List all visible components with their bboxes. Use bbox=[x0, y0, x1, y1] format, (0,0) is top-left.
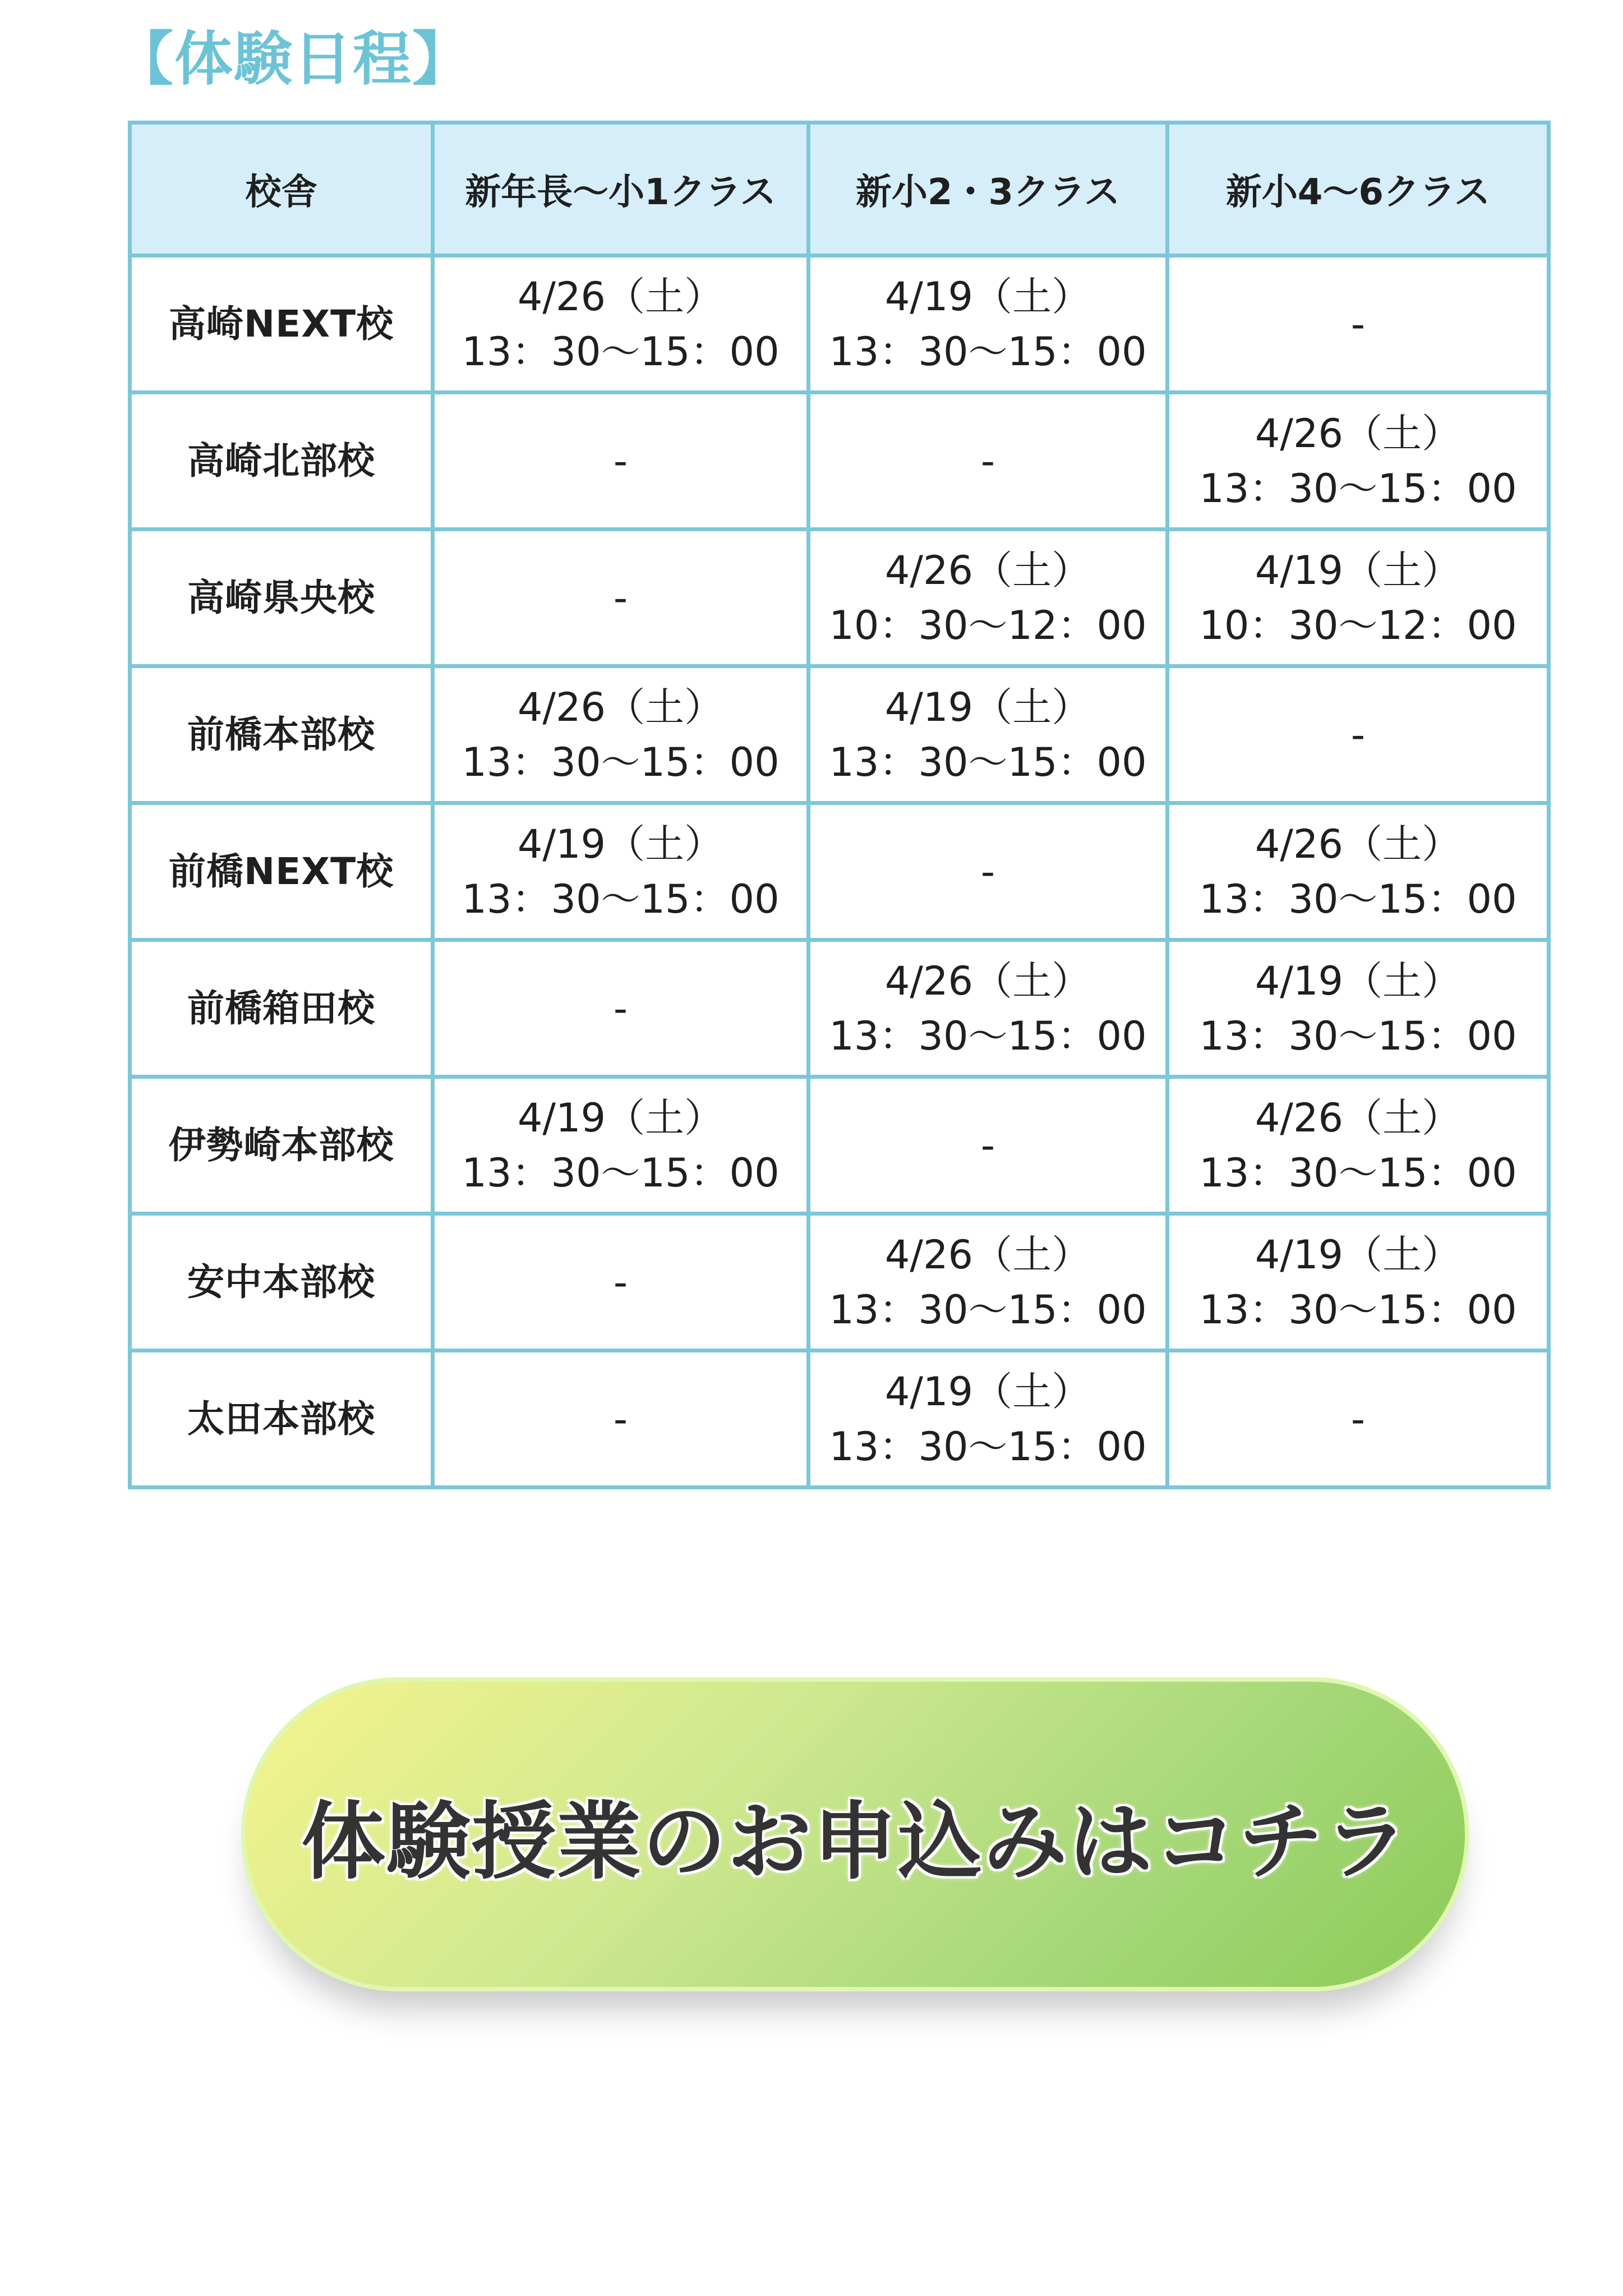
schedule-cell bbox=[809, 803, 1168, 940]
session-time: 13：30〜15：00 bbox=[1199, 1286, 1517, 1333]
session-date: 4/26（土） bbox=[1255, 410, 1461, 457]
session-date: 4/19（土） bbox=[517, 1094, 724, 1141]
schedule-cell bbox=[1168, 393, 1549, 530]
table-row bbox=[130, 666, 1549, 803]
schedule-cell bbox=[433, 1077, 809, 1214]
session-time: 13：30〜15：00 bbox=[1199, 1013, 1517, 1059]
session-date: 4/19（土） bbox=[1255, 1231, 1461, 1278]
no-session-dash: - bbox=[613, 1259, 628, 1305]
session-date: 4/26（土） bbox=[1255, 1094, 1461, 1141]
column-header-class-2: 新小2・3クラス bbox=[809, 123, 1168, 256]
no-session-dash: - bbox=[980, 1122, 995, 1168]
no-session-dash: - bbox=[1350, 301, 1366, 347]
schedule-cell bbox=[433, 530, 809, 666]
schedule-cell bbox=[1168, 1351, 1549, 1488]
no-session-dash: - bbox=[613, 985, 628, 1032]
schedule-cell bbox=[1168, 666, 1549, 803]
session-date: 4/19（土） bbox=[517, 821, 724, 867]
section-title: 【体験日程】 bbox=[115, 25, 472, 93]
session-date: 4/26（土） bbox=[1255, 821, 1461, 867]
schedule-cell bbox=[433, 256, 809, 393]
school-name-cell: 高崎県央校 bbox=[130, 530, 433, 666]
session-time: 13：30〜15：00 bbox=[462, 1149, 780, 1196]
apply-trial-lesson-button[interactable] bbox=[241, 1677, 1469, 1991]
table-row bbox=[130, 1214, 1549, 1351]
table-row bbox=[130, 393, 1549, 530]
session-time: 10：30〜12：00 bbox=[829, 602, 1147, 648]
column-header-class-1: 新年長〜小1クラス bbox=[433, 123, 809, 256]
no-session-dash: - bbox=[1350, 1396, 1366, 1442]
schedule-cell bbox=[433, 803, 809, 940]
schedule-cell bbox=[809, 1351, 1168, 1488]
apply-trial-lesson-label: 体験授業のお申込みはコチラ bbox=[301, 1793, 1409, 1891]
no-session-dash: - bbox=[613, 438, 628, 484]
table-row bbox=[130, 1351, 1549, 1488]
table-row bbox=[130, 940, 1549, 1077]
schedule-cell bbox=[433, 1351, 809, 1488]
schedule-cell bbox=[809, 940, 1168, 1077]
session-date: 4/19（土） bbox=[884, 273, 1091, 320]
session-time: 13：30〜15：00 bbox=[1199, 876, 1517, 922]
session-time: 13：30〜15：00 bbox=[462, 328, 780, 375]
schedule-cell bbox=[1168, 530, 1549, 666]
session-date: 4/19（土） bbox=[1255, 958, 1461, 1004]
school-name-cell: 前橋NEXT校 bbox=[130, 803, 433, 940]
schedule-cell bbox=[433, 666, 809, 803]
schedule-cell bbox=[809, 393, 1168, 530]
school-name-cell: 前橋本部校 bbox=[130, 666, 433, 803]
schedule-cell bbox=[433, 393, 809, 530]
session-date: 4/26（土） bbox=[884, 958, 1091, 1004]
schedule-cell bbox=[1168, 940, 1549, 1077]
school-name-cell: 前橋箱田校 bbox=[130, 940, 433, 1077]
no-session-dash: - bbox=[613, 1396, 628, 1442]
school-name-cell: 安中本部校 bbox=[130, 1214, 433, 1351]
cta-container bbox=[241, 1677, 1469, 1991]
table-row bbox=[130, 530, 1549, 666]
column-header-class-3: 新小4〜6クラス bbox=[1168, 123, 1549, 256]
schedule-cell bbox=[809, 256, 1168, 393]
session-time: 13：30〜15：00 bbox=[829, 328, 1147, 375]
session-time: 13：30〜15：00 bbox=[829, 739, 1147, 785]
session-date: 4/26（土） bbox=[884, 547, 1091, 593]
table-row bbox=[130, 1077, 1549, 1214]
session-date: 4/26（土） bbox=[517, 273, 724, 320]
session-time: 13：30〜15：00 bbox=[1199, 465, 1517, 512]
session-time: 13：30〜15：00 bbox=[829, 1286, 1147, 1333]
session-date: 4/19（土） bbox=[1255, 547, 1461, 593]
schedule-cell bbox=[1168, 1077, 1549, 1214]
column-header-school: 校舎 bbox=[130, 123, 433, 256]
table-header-row bbox=[130, 123, 1549, 256]
no-session-dash: - bbox=[980, 438, 995, 484]
school-name-cell: 高崎北部校 bbox=[130, 393, 433, 530]
session-time: 13：30〜15：00 bbox=[1199, 1149, 1517, 1196]
no-session-dash: - bbox=[980, 848, 995, 895]
session-time: 13：30〜15：00 bbox=[829, 1423, 1147, 1470]
schedule-table-body bbox=[130, 256, 1549, 1488]
session-date: 4/19（土） bbox=[884, 1368, 1091, 1415]
school-name-cell: 高崎NEXT校 bbox=[130, 256, 433, 393]
session-time: 10：30〜12：00 bbox=[1199, 602, 1517, 648]
schedule-cell bbox=[809, 1214, 1168, 1351]
schedule-cell bbox=[809, 1077, 1168, 1214]
school-name-cell: 太田本部校 bbox=[130, 1351, 433, 1488]
table-row bbox=[130, 256, 1549, 393]
schedule-cell bbox=[433, 940, 809, 1077]
session-time: 13：30〜15：00 bbox=[462, 739, 780, 785]
table-row bbox=[130, 803, 1549, 940]
session-time: 13：30〜15：00 bbox=[829, 1013, 1147, 1059]
schedule-cell bbox=[1168, 256, 1549, 393]
session-date: 4/26（土） bbox=[884, 1231, 1091, 1278]
schedule-cell bbox=[1168, 803, 1549, 940]
schedule-cell bbox=[1168, 1214, 1549, 1351]
schedule-cell bbox=[809, 530, 1168, 666]
no-session-dash: - bbox=[613, 574, 628, 621]
schedule-cell bbox=[433, 1214, 809, 1351]
school-name-cell: 伊勢崎本部校 bbox=[130, 1077, 433, 1214]
schedule-table bbox=[128, 121, 1551, 1489]
no-session-dash: - bbox=[1350, 711, 1366, 758]
session-time: 13：30〜15：00 bbox=[462, 876, 780, 922]
schedule-cell bbox=[809, 666, 1168, 803]
session-date: 4/26（土） bbox=[517, 684, 724, 730]
session-date: 4/19（土） bbox=[884, 684, 1091, 730]
